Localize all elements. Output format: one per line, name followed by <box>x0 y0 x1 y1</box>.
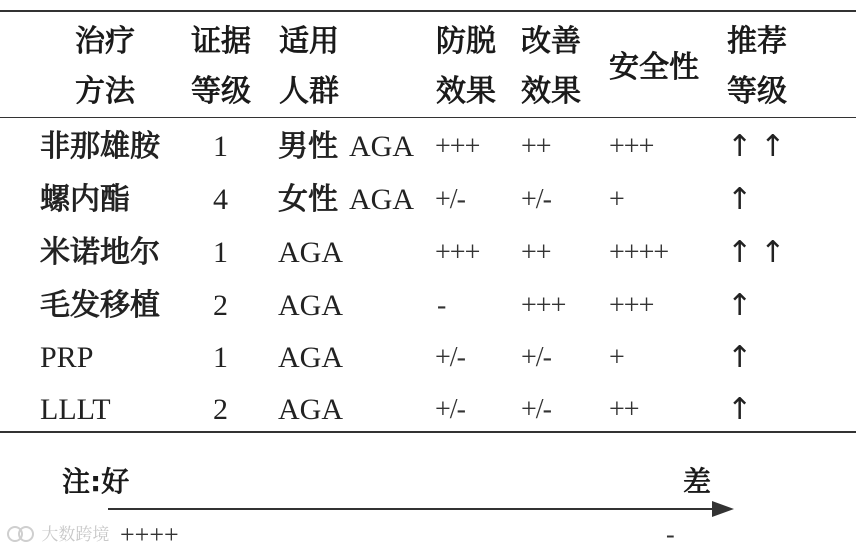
header-recommend-line1: 推荐 <box>727 24 787 59</box>
cell-antiloss: +/- <box>435 184 465 215</box>
watermark-logo-icon <box>6 525 36 543</box>
cell-recommend: ↑ <box>727 340 761 375</box>
cell-population: AGA <box>349 130 414 163</box>
cell-evidence: 1 <box>213 130 228 163</box>
cell-antiloss: +/- <box>435 342 465 373</box>
cell-method: 毛发移植 <box>40 288 160 323</box>
scale-arrow-line <box>108 508 716 510</box>
table-header-rule <box>0 117 856 118</box>
cell-improve: ++ <box>521 131 551 162</box>
scale-arrow-head-icon <box>712 501 734 517</box>
header-improve-line1: 改善 <box>521 24 581 59</box>
cell-improve: +++ <box>521 290 566 321</box>
note-bad-label: 差 <box>683 465 712 498</box>
header-safety <box>609 43 699 93</box>
header-evidence-line1: 证据 <box>191 24 251 59</box>
header-safety-label: 安全性 <box>609 50 699 85</box>
cell-safety: ++++ <box>609 237 669 268</box>
header-population-line2: 人群 <box>279 74 339 109</box>
cell-recommend: ↑↑ <box>727 129 794 164</box>
cell-method: LLLT <box>40 393 111 426</box>
header-antiloss-line1: 防脱 <box>436 24 496 59</box>
header-population-line1: 适用 <box>279 24 339 59</box>
cell-safety: + <box>609 342 624 373</box>
cell-method: PRP <box>40 341 94 374</box>
watermark-text: 大数跨境 <box>41 525 110 545</box>
cell-population: AGA <box>349 183 414 216</box>
cell-population: AGA <box>278 341 343 374</box>
cell-improve: ++ <box>521 237 551 268</box>
cell-method: 螺内酯 <box>40 182 130 217</box>
scale-bad-symbol: - <box>666 520 675 549</box>
cell-population: AGA <box>278 393 343 426</box>
header-recommend-line2: 等级 <box>727 74 787 109</box>
cell-population: AGA <box>278 289 343 322</box>
cell-sex: 女性 <box>278 182 338 217</box>
header-antiloss <box>436 17 496 117</box>
cell-antiloss: - <box>437 290 446 321</box>
cell-evidence: 2 <box>213 289 228 322</box>
cell-safety: +++ <box>609 131 654 162</box>
cell-evidence: 2 <box>213 393 228 426</box>
cell-recommend: ↑ <box>727 392 761 427</box>
watermark <box>6 522 109 548</box>
header-method <box>75 17 135 117</box>
cell-method: 非那雄胺 <box>40 129 160 164</box>
cell-safety: +++ <box>609 290 654 321</box>
cell-sex: 男性 <box>278 129 338 164</box>
cell-improve: +/- <box>521 342 551 373</box>
cell-method: 米诺地尔 <box>40 235 160 270</box>
header-evidence-line2: 等级 <box>191 74 251 109</box>
cell-evidence: 4 <box>213 183 228 216</box>
header-improve <box>521 17 581 117</box>
cell-improve: +/- <box>521 394 551 425</box>
header-method-line1: 治疗 <box>75 24 135 59</box>
cell-recommend: ↑ <box>727 182 761 217</box>
header-improve-line2: 效果 <box>521 74 581 109</box>
cell-evidence: 1 <box>213 341 228 374</box>
header-recommend <box>727 17 787 117</box>
cell-safety: ++ <box>609 394 639 425</box>
header-antiloss-line2: 效果 <box>436 74 496 109</box>
header-evidence <box>191 17 251 117</box>
cell-recommend: ↑↑ <box>727 235 794 270</box>
cell-antiloss: +++ <box>435 131 480 162</box>
cell-antiloss: +++ <box>435 237 480 268</box>
cell-improve: +/- <box>521 184 551 215</box>
table-top-rule <box>0 10 856 12</box>
scale-good-symbol: ++++ <box>120 520 179 549</box>
cell-safety: + <box>609 184 624 215</box>
cell-evidence: 1 <box>213 236 228 269</box>
cell-recommend: ↑ <box>727 288 761 323</box>
cell-antiloss: +/- <box>435 394 465 425</box>
note-label: 注:好 <box>62 465 130 498</box>
header-population <box>279 17 339 117</box>
cell-population: AGA <box>278 236 343 269</box>
header-method-line2: 方法 <box>75 74 135 109</box>
